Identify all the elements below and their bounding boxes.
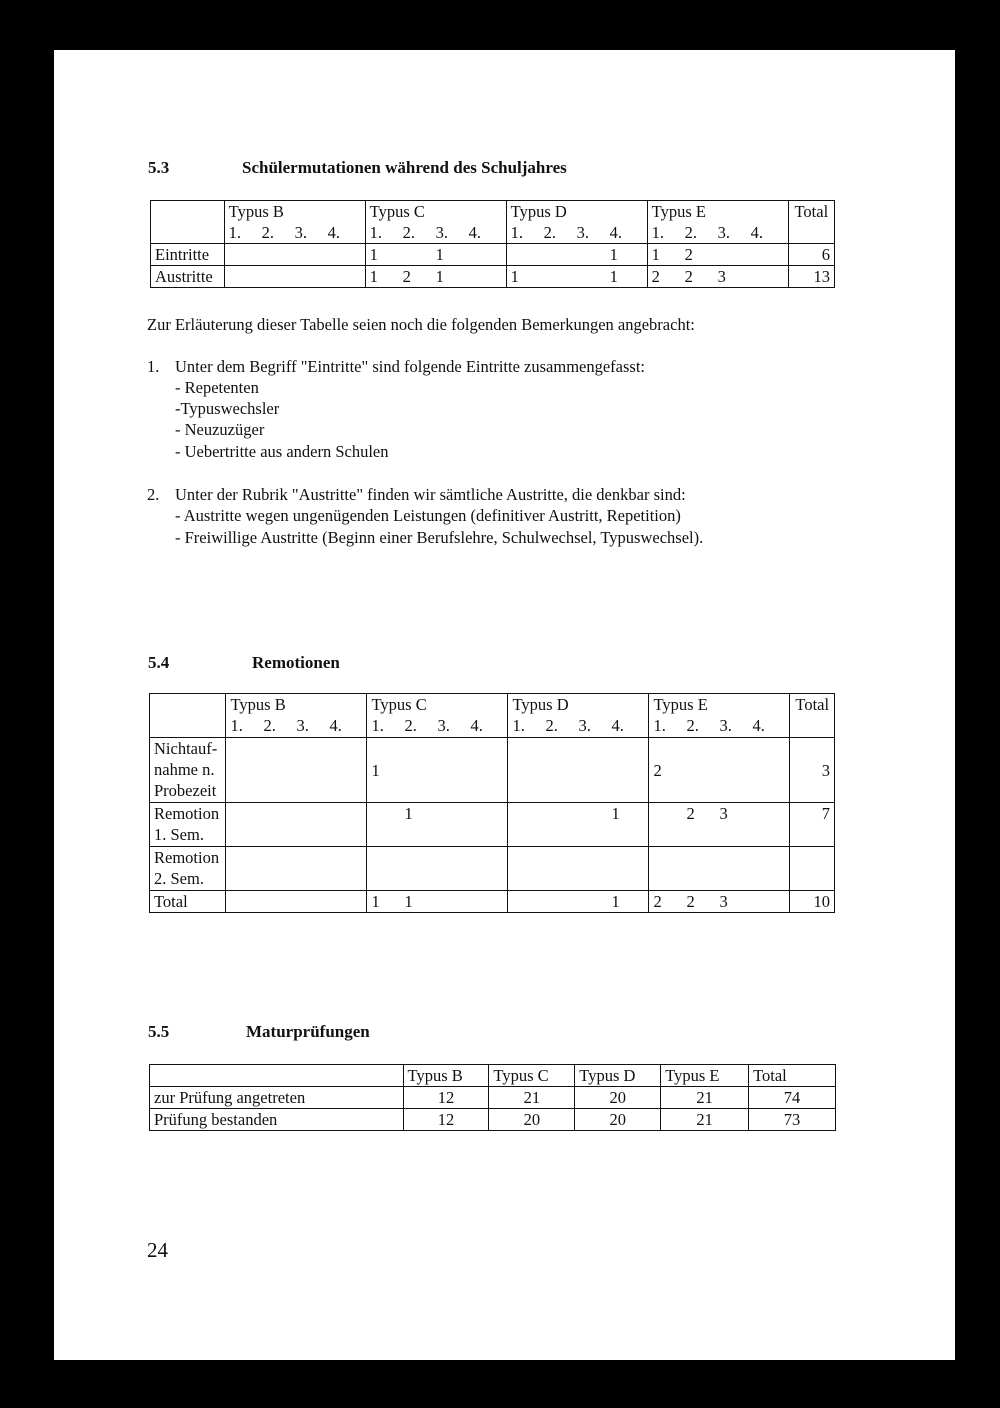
grade: 3. — [437, 716, 450, 735]
value: 1 — [651, 245, 660, 264]
grade-cells — [224, 266, 365, 288]
value — [545, 803, 578, 824]
grade-cells — [224, 244, 365, 266]
corner-cell — [150, 694, 226, 738]
value — [544, 266, 577, 287]
column-header: Typus E — [661, 1065, 749, 1087]
label-line: nahme n. — [154, 760, 215, 779]
value: 3 — [719, 804, 728, 823]
label-line: Remotion — [154, 804, 220, 823]
value — [469, 266, 502, 287]
value — [544, 244, 577, 265]
grade: 2. — [402, 223, 416, 242]
value: 1 — [369, 267, 378, 286]
grade-cells — [649, 847, 790, 891]
section-number: 5.5 — [148, 1022, 170, 1041]
value: 2 — [684, 245, 693, 264]
grade: 1. — [371, 716, 384, 735]
value — [512, 891, 545, 912]
list-item: - Uebertritte aus andern Schulen — [175, 442, 389, 461]
grade: 2. — [261, 223, 275, 242]
table-row — [151, 266, 835, 288]
row-total: 13 — [788, 266, 834, 288]
grade-cells — [508, 738, 649, 803]
type-label: Typus E — [653, 695, 708, 714]
value: 2 — [402, 267, 411, 286]
value — [469, 244, 502, 265]
value: 20 — [575, 1109, 661, 1131]
type-label: Typus B — [230, 695, 286, 714]
grade: 4. — [327, 223, 341, 242]
row-total: 10 — [790, 891, 835, 913]
value: 12 — [403, 1087, 489, 1109]
value: 3 — [717, 267, 726, 286]
grade-cells — [508, 891, 649, 913]
grade-cells — [226, 891, 367, 913]
row-label — [150, 803, 226, 847]
table-schuelermutationen — [150, 200, 835, 288]
corner-cell — [151, 201, 225, 244]
section-number: 5.3 — [148, 158, 170, 177]
type-header — [224, 201, 365, 244]
grade-labels — [370, 222, 502, 243]
table-row — [150, 738, 835, 803]
grade-cells — [367, 891, 508, 913]
value — [403, 244, 436, 265]
table-row — [150, 1109, 836, 1131]
value: 1 — [435, 267, 444, 286]
section-title: Schülermutationen während des Schuljahres — [242, 158, 567, 177]
grade-labels — [653, 715, 785, 736]
column-header: Typus D — [575, 1065, 661, 1087]
type-header — [226, 694, 367, 738]
value — [404, 760, 437, 781]
value — [752, 891, 785, 912]
grade-labels — [230, 715, 362, 736]
grade: 1. — [653, 716, 666, 735]
value: 2 — [651, 267, 660, 286]
value: 1 — [611, 892, 620, 911]
row-total: 6 — [788, 244, 834, 266]
section-title: Remotionen — [252, 653, 340, 672]
grade: 1. — [369, 223, 383, 242]
value — [470, 891, 503, 912]
grade-cells — [365, 244, 506, 266]
grade-cells — [649, 738, 790, 803]
type-label: Typus E — [651, 202, 706, 221]
type-label: Typus C — [369, 202, 425, 221]
value — [751, 244, 784, 265]
value — [470, 803, 503, 824]
label-line: Remotion — [154, 848, 220, 867]
grade-cells — [367, 847, 508, 891]
grade: 1. — [228, 223, 242, 242]
type-label: Typus C — [371, 695, 427, 714]
value — [718, 244, 751, 265]
grade: 3. — [296, 716, 309, 735]
grade: 2. — [404, 716, 417, 735]
grade-cells — [367, 803, 508, 847]
value — [577, 244, 610, 265]
grade: 2. — [686, 716, 699, 735]
grade: 4. — [750, 223, 764, 242]
value: 73 — [749, 1109, 836, 1131]
grade-labels — [512, 715, 644, 736]
grade: 3. — [719, 716, 732, 735]
grade: 1. — [230, 716, 243, 735]
table-remotionen — [149, 693, 835, 913]
column-header: Total — [749, 1065, 836, 1087]
value: 1 — [404, 892, 413, 911]
grade-cells — [647, 266, 788, 288]
type-header — [647, 201, 788, 244]
value: 3 — [719, 892, 728, 911]
value — [577, 266, 610, 287]
list-item: - Austritte wegen ungenügenden Leistungen (definitiver Austritt, Repetition) — [175, 506, 681, 525]
value — [686, 760, 719, 781]
value: 21 — [661, 1087, 749, 1109]
grade-cells — [226, 803, 367, 847]
grade-cells — [649, 891, 790, 913]
value: 1 — [611, 804, 620, 823]
value: 21 — [661, 1109, 749, 1131]
row-label — [150, 847, 226, 891]
label-line: 2. Sem. — [154, 869, 204, 888]
label-line: 1. Sem. — [154, 825, 204, 844]
section-title: Maturprüfungen — [246, 1022, 370, 1041]
grade-labels — [229, 222, 361, 243]
table-maturpruefungen — [149, 1064, 836, 1131]
column-header: Typus B — [403, 1065, 489, 1087]
type-header — [506, 201, 647, 244]
intro-text: Zur Erläuterung dieser Tabelle seien noch die folgenden Bemerkungen angebracht: — [147, 315, 695, 334]
grade-labels — [652, 222, 784, 243]
value: 1 — [369, 245, 378, 264]
grade: 4. — [470, 716, 483, 735]
total-header: Total — [790, 694, 835, 738]
value: 2 — [686, 804, 695, 823]
type-header — [508, 694, 649, 738]
value: 12 — [403, 1109, 489, 1131]
grade-labels — [371, 715, 503, 736]
value: 1 — [609, 245, 618, 264]
value — [545, 891, 578, 912]
grade-labels — [511, 222, 643, 243]
value: 2 — [653, 760, 662, 780]
grade-cells — [365, 266, 506, 288]
row-label: Eintritte — [151, 244, 225, 266]
table-row — [150, 803, 835, 847]
value: 1 — [609, 267, 618, 286]
value — [653, 803, 686, 824]
value: 2 — [653, 892, 662, 911]
note-number: 2. — [147, 485, 160, 504]
value — [719, 760, 752, 781]
label-line: Nichtauf- — [154, 739, 218, 758]
value — [578, 803, 611, 824]
grade: 3. — [578, 716, 591, 735]
grade: 1. — [651, 223, 665, 242]
grade: 2. — [543, 223, 557, 242]
grade-cells — [506, 266, 647, 288]
grade: 3. — [576, 223, 590, 242]
grade: 2. — [684, 223, 698, 242]
document-page — [54, 50, 955, 1360]
value — [511, 244, 544, 265]
row-label: Austritte — [151, 266, 225, 288]
type-header — [365, 201, 506, 244]
grade-cells — [647, 244, 788, 266]
value — [752, 803, 785, 824]
value — [751, 266, 784, 287]
list-item: - Freiwillige Austritte (Beginn einer Berufslehre, Schulwechsel, Typuswechsel). — [175, 528, 704, 547]
type-label: Typus D — [512, 695, 569, 714]
corner-cell — [150, 1065, 404, 1087]
type-header — [367, 694, 508, 738]
column-header: Typus C — [489, 1065, 575, 1087]
grade-cells — [367, 738, 508, 803]
value — [578, 891, 611, 912]
value — [371, 803, 404, 824]
table-row — [150, 847, 835, 891]
value: 1 — [404, 804, 413, 823]
value: 1 — [435, 245, 444, 264]
grade-cells — [508, 803, 649, 847]
type-label: Typus B — [228, 202, 284, 221]
grade: 3. — [717, 223, 731, 242]
grade-cells — [506, 244, 647, 266]
grade: 4. — [609, 223, 623, 242]
value: 2 — [686, 892, 695, 911]
grade: 4. — [752, 716, 765, 735]
value: 1 — [510, 267, 519, 286]
value — [512, 803, 545, 824]
row-label — [150, 738, 226, 803]
list-item: - Repetenten — [175, 378, 259, 397]
value — [752, 760, 785, 781]
grade: 4. — [468, 223, 482, 242]
table-row — [151, 244, 835, 266]
value: 2 — [684, 267, 693, 286]
value — [437, 803, 470, 824]
page-number: 24 — [147, 1238, 168, 1262]
note-text: Unter der Rubrik "Austritte" finden wir sämtliche Austritte, die denkbar sind: — [175, 485, 686, 504]
grade: 3. — [294, 223, 308, 242]
value — [470, 760, 503, 781]
row-total — [790, 847, 835, 891]
grade: 4. — [611, 716, 624, 735]
value: 1 — [371, 892, 380, 911]
note-number: 1. — [147, 357, 160, 376]
row-total: 7 — [790, 803, 835, 847]
table-row — [150, 1087, 836, 1109]
value — [437, 760, 470, 781]
total-header: Total — [788, 201, 834, 244]
grade: 1. — [512, 716, 525, 735]
grade: 1. — [510, 223, 524, 242]
value: 21 — [489, 1087, 575, 1109]
grade: 3. — [435, 223, 449, 242]
value: 20 — [575, 1087, 661, 1109]
grade-cells — [508, 847, 649, 891]
grade: 2. — [263, 716, 276, 735]
grade: 4. — [329, 716, 342, 735]
section-number: 5.4 — [148, 653, 170, 672]
grade: 2. — [545, 716, 558, 735]
note-text: Unter dem Begriff "Eintritte" sind folgende Eintritte zusammengefasst: — [175, 357, 646, 376]
row-label: zur Prüfung angetreten — [150, 1087, 404, 1109]
label-line: Probezeit — [154, 781, 217, 800]
value: 20 — [489, 1109, 575, 1131]
row-total: 3 — [790, 738, 835, 803]
grade-cells — [649, 803, 790, 847]
list-item: - Neuzuzüger — [175, 420, 265, 439]
row-label: Total — [150, 891, 226, 913]
type-header — [649, 694, 790, 738]
row-label: Prüfung bestanden — [150, 1109, 404, 1131]
grade-cells — [226, 847, 367, 891]
type-label: Typus D — [510, 202, 567, 221]
value: 1 — [371, 760, 380, 780]
table-row — [150, 891, 835, 913]
value — [437, 891, 470, 912]
grade-cells — [226, 738, 367, 803]
list-item: -Typuswechsler — [175, 399, 280, 418]
value: 74 — [749, 1087, 836, 1109]
